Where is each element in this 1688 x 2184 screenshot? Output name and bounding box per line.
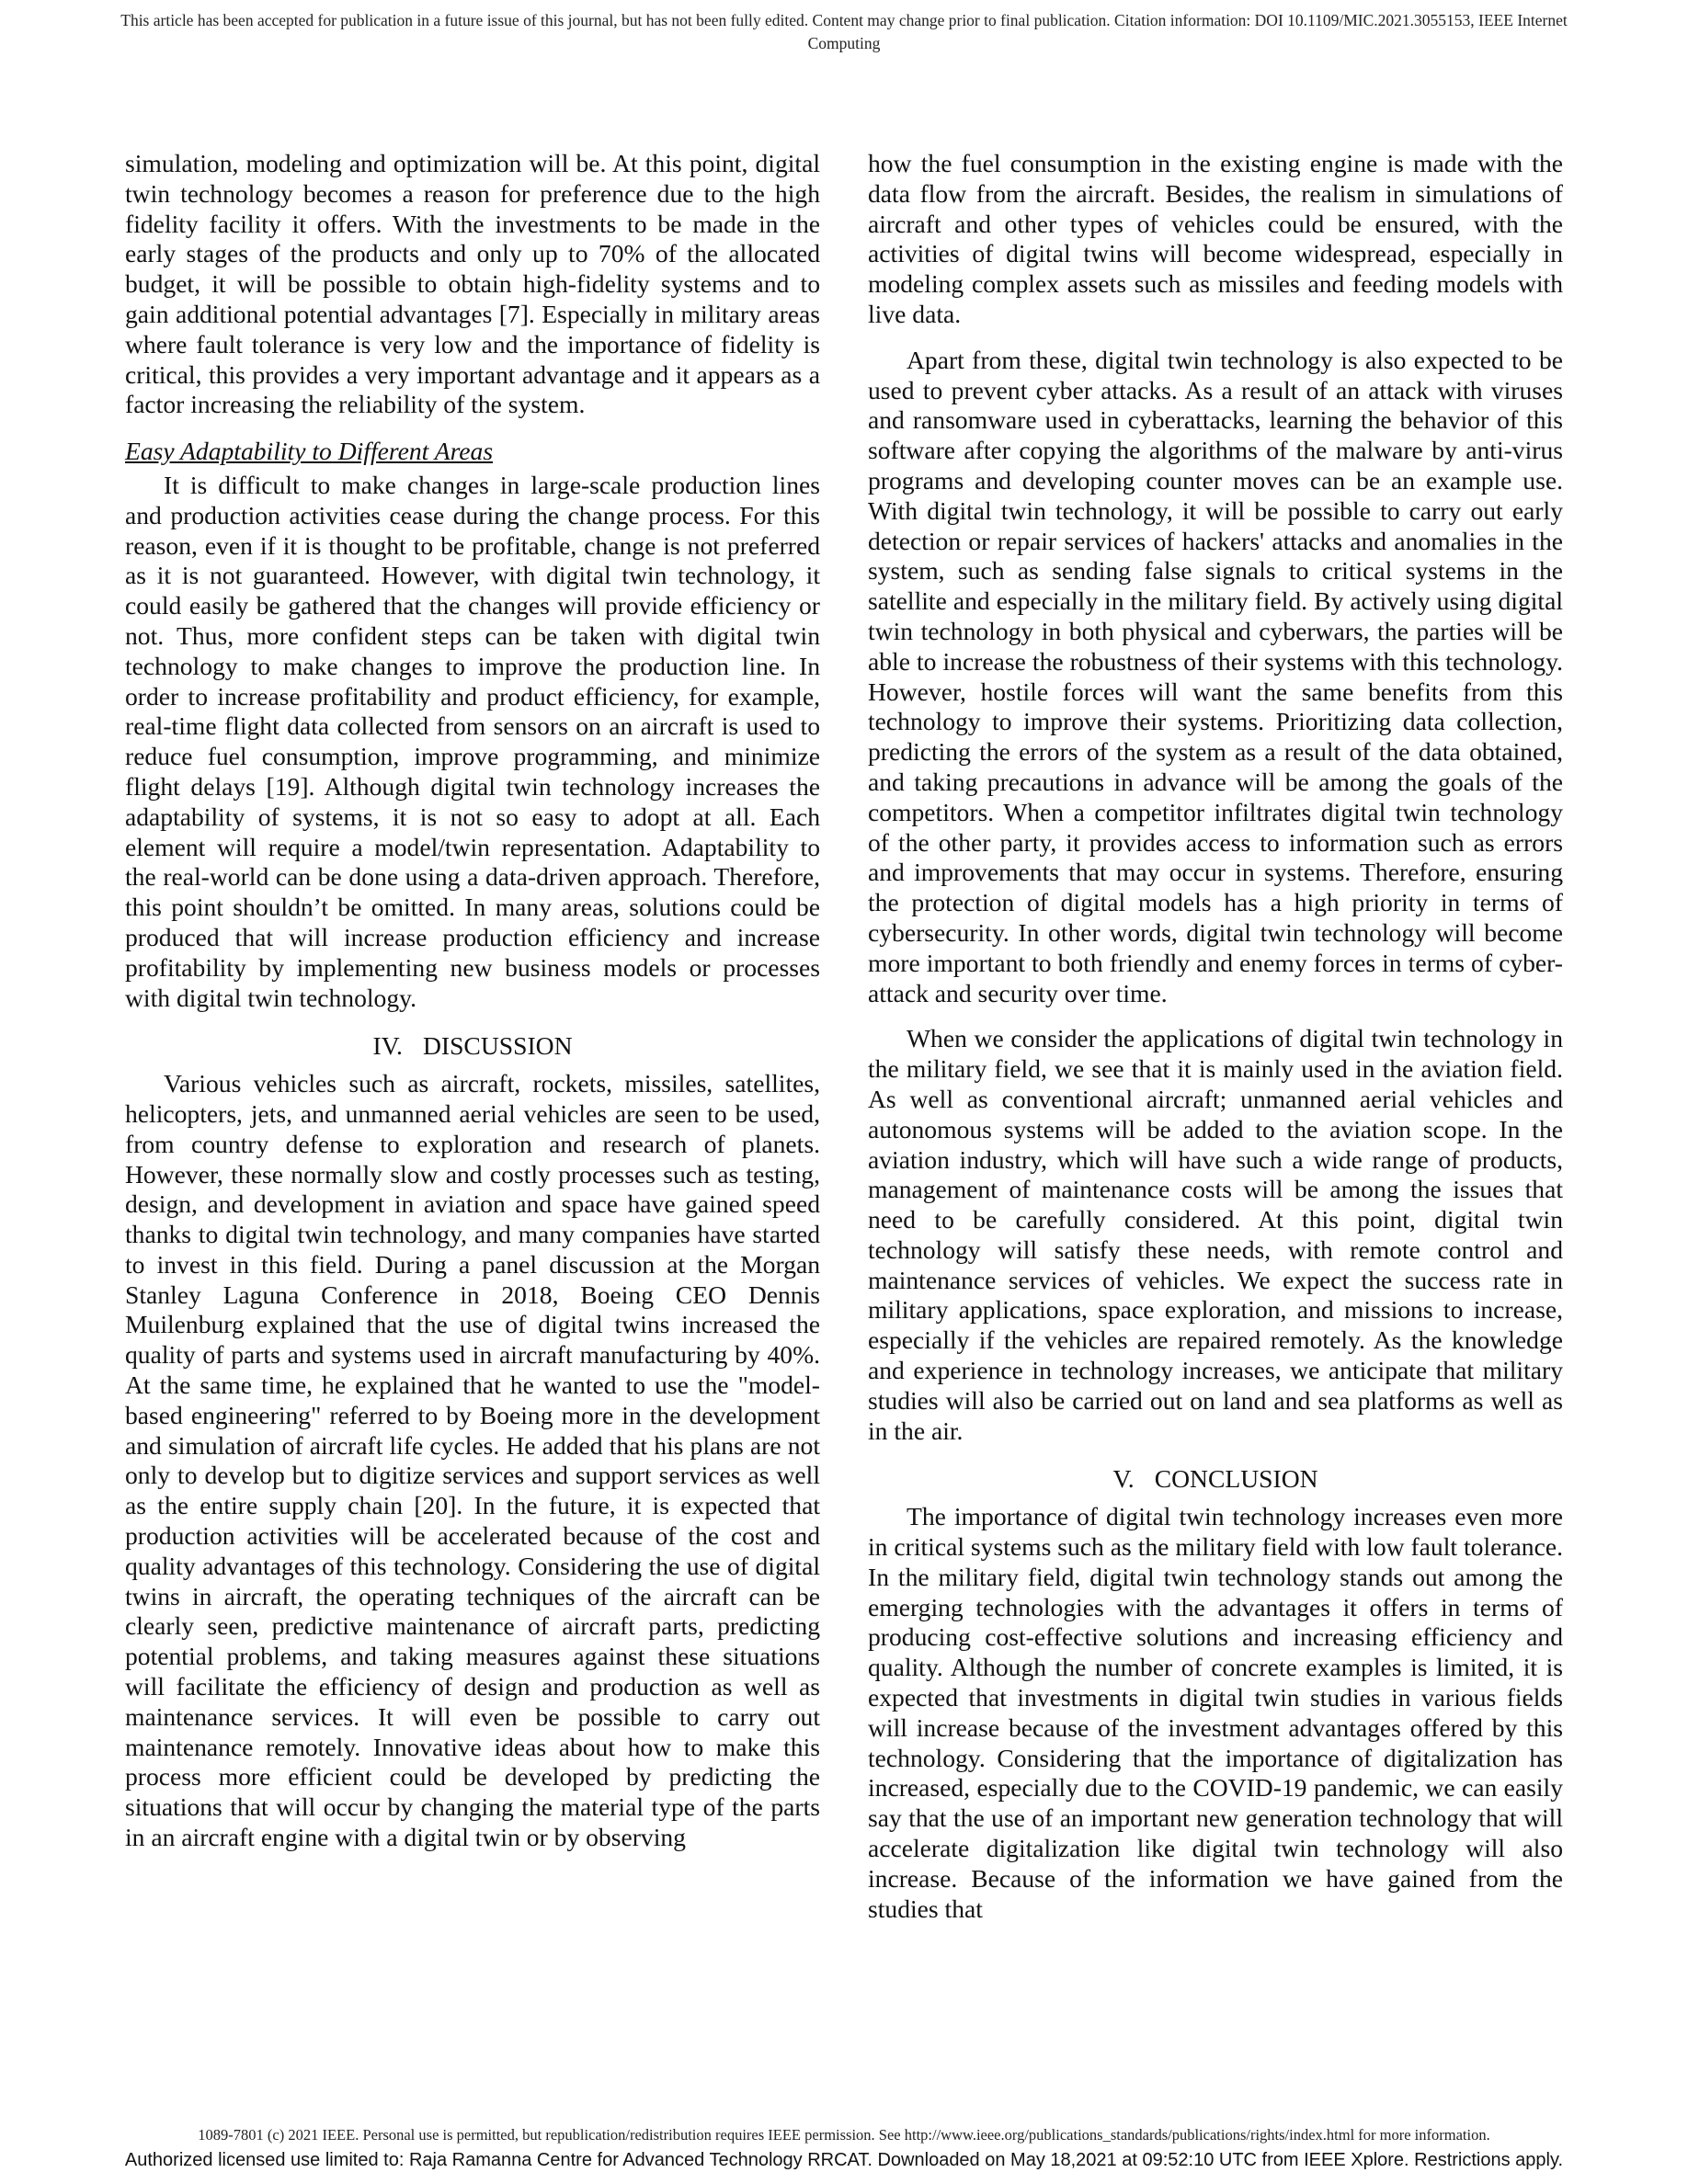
publication-notice: [0, 9, 1688, 55]
publication-notice-line-2: Computing: [807, 34, 881, 52]
paragraph-fidelity: simulation, modeling and optimization will be. At this point, digital twin technology becomes a reason for preference due to the high fidelity facility it offers. With the investments to be made in the early stages of the products and only up to 70% of the allocated budget, it will be possible to obtain high-fidelity systems and to gain additional potential advantages [7]. Especially in military areas where fault tolerance is very low and the importance of fidelity is critical, this provides a very important advantage and it appears as a factor increasing the reliability of the system.: [125, 149, 820, 419]
paragraph-conclusion: The importance of digital twin technology increases even more in critical systems such as the military field with low fault tolerance. In the military field, digital twin technology stands out among the emerging technologies with the advantages it offers in terms of producing cost-effective solutions and increasing efficiency and quality. Although the number of concrete examples is limited, it is expected that investments in digital twin studies in various fields will increase because of the investment advantages offered by this technology. Considering that the importance of digitalization has increased, especially due to the COVID-19 pandemic, we can easily say that the use of an important new generation technology that will accelerate digitalization like digital twin technology will also increase. Because of the information we have gained from the studies that: [868, 1502, 1563, 1923]
paragraph-cyber-attacks: Apart from these, digital twin technology is also expected to be used to prevent cyber attacks. As a result of an attack with viruses and ransomware used in cyberattacks, learning the behavior of this software after copying the algorithms of the malware by anti-virus programs and developing counter moves can be an example use. With digital twin technology, it will be possible to carry out early detection or repair services of hackers' attacks and anomalies in the system, such as sending false signals to critical systems in the satellite and especially in the military field. By actively using digital twin technology in both physical and cyberwars, the parties will be able to increase the robustness of their systems with this technology. However, hostile forces will want the same benefits from this technology to improve their systems. Prioritizing data collection, predicting the errors of the system as a result of the data obtained, and taking precautions in advance will be among the goals of the competitors. When a competitor infiltrates digital twin technology of the other party, it provides access to information such as errors and improvements that may occur in systems. Therefore, ensuring the protection of digital models has a high priority in terms of cybersecurity. In other words, digital twin technology will become more important to both friendly and enemy forces in terms of cyber-attack and security over time.: [868, 345, 1563, 1007]
license-notice: Authorized licensed use limited to: Raja Ramanna Centre for Advanced Technology RRCAT. Downloaded on May 18,2021 at 09:52:10 UTC from IEEE Xplore. Restrictions apply.: [124, 2150, 1564, 2170]
paragraph-fuel-consumption: how the fuel consumption in the existing engine is made with the data flow from the aircraft. Besides, the realism in simulations of aircraft and other types of vehicles could be ensured, with the activities of digital twins will become widespread, especially in modeling complex assets such as missiles and feeding models with live data.: [868, 149, 1563, 328]
paragraph-adaptability: It is difficult to make changes in large-scale production lines and production activities cease during the change process. For this reason, even if it is thought to be profitable, change is not preferred as it is not guaranteed. However, with digital twin technology, it could easily be gathered that the changes will provide efficiency or not. Thus, more confident steps can be taken with digital twin technology to make changes to improve the production line. In order to increase profitability and product efficiency, for example, real-time flight data collected from sensors on an aircraft is used to reduce fuel consumption, improve programming, and minimize flight delays [19]. Although digital twin technology increases the adaptability of systems, it is not so easy to adopt at all. Each element will require a model/twin representation. Adaptability to the real-world can be done using a data-driven approach. Therefore, this point shouldn’t be omitted. In many areas, solutions could be produced that will increase production efficiency and increase profitability by implementing new business models or processes with digital twin technology.: [125, 470, 820, 1012]
subheading-adaptability: Easy Adaptability to Different Areas: [125, 437, 494, 466]
section-number: IV.: [372, 1031, 403, 1061]
publication-notice-line-1: This article has been accepted for publication in a future issue of this journal, but has not been fully edited. Content may change prior to final publication. Citation information: DOI 10.1109/MIC.2021.3055153, IEEE Internet: [120, 11, 1568, 29]
right-column: [868, 149, 1563, 1924]
section-title: DISCUSSION: [422, 1031, 573, 1061]
section-number: V.: [1112, 1464, 1135, 1494]
section-heading-discussion: [125, 1031, 820, 1062]
section-heading-conclusion: [868, 1464, 1563, 1495]
section-title: CONCLUSION: [1154, 1464, 1318, 1494]
paragraph-military-applications: When we consider the applications of digital twin technology in the military field, we see that it is mainly used in the aviation field. As well as conventional aircraft; unmanned aerial vehicles and autonomous systems will be added to the aviation scope. In the aviation industry, which will have such a wide range of products, management of maintenance costs will be among the issues that need to be carefully considered. At this point, digital twin technology will satisfy these needs, with remote control and maintenance services of vehicles. We expect the success rate in military applications, space exploration, and missions to increase, especially if the vehicles are repaired remotely. As the knowledge and experience in technology increases, we anticipate that military studies will also be carried out on land and sea platforms as well as in the air.: [868, 1024, 1563, 1445]
paragraph-discussion: Various vehicles such as aircraft, rockets, missiles, satellites, helicopters, jets, and unmanned aerial vehicles are seen to be used, from country defense to exploration and research of planets. However, these normally slow and costly processes such as testing, design, and development in aviation and space have gained speed thanks to digital twin technology, and many companies have started to invest in this field. During a panel discussion at the Morgan Stanley Laguna Conference in 2018, Boeing CEO Dennis Muilenburg explained that the use of digital twins increased the quality of parts and systems used in aircraft manufacturing by 40%. At the same time, he explained that he wanted to use the "model-based engineering" referred to by Boeing more in the development and simulation of aircraft life cycles. He added that his plans are not only to develop but to digitize services and support services as well as the entire supply chain [20]. In the future, it is expected that production activities will be accelerated because of the cost and quality advantages of this technology. Considering the use of digital twins in aircraft, the operating techniques of the aircraft can be clearly seen, predictive maintenance of aircraft parts, predicting potential problems, and taking measures against these situations will facilitate the efficiency of design and production as well as maintenance services. It will even be possible to carry out maintenance remotely. Innovative ideas about how to make this process more efficient could be developed by predicting the situations that will occur by changing the material type of the parts in an aircraft engine with a digital twin or by observing: [125, 1069, 820, 1852]
copyright-notice: 1089-7801 (c) 2021 IEEE. Personal use is permitted, but republication/redistribution requires IEEE permission. See http://www.ieee.org/publications_standards/publications/rights/index.html for more information.: [198, 2126, 1490, 2144]
left-column: [125, 149, 820, 1853]
